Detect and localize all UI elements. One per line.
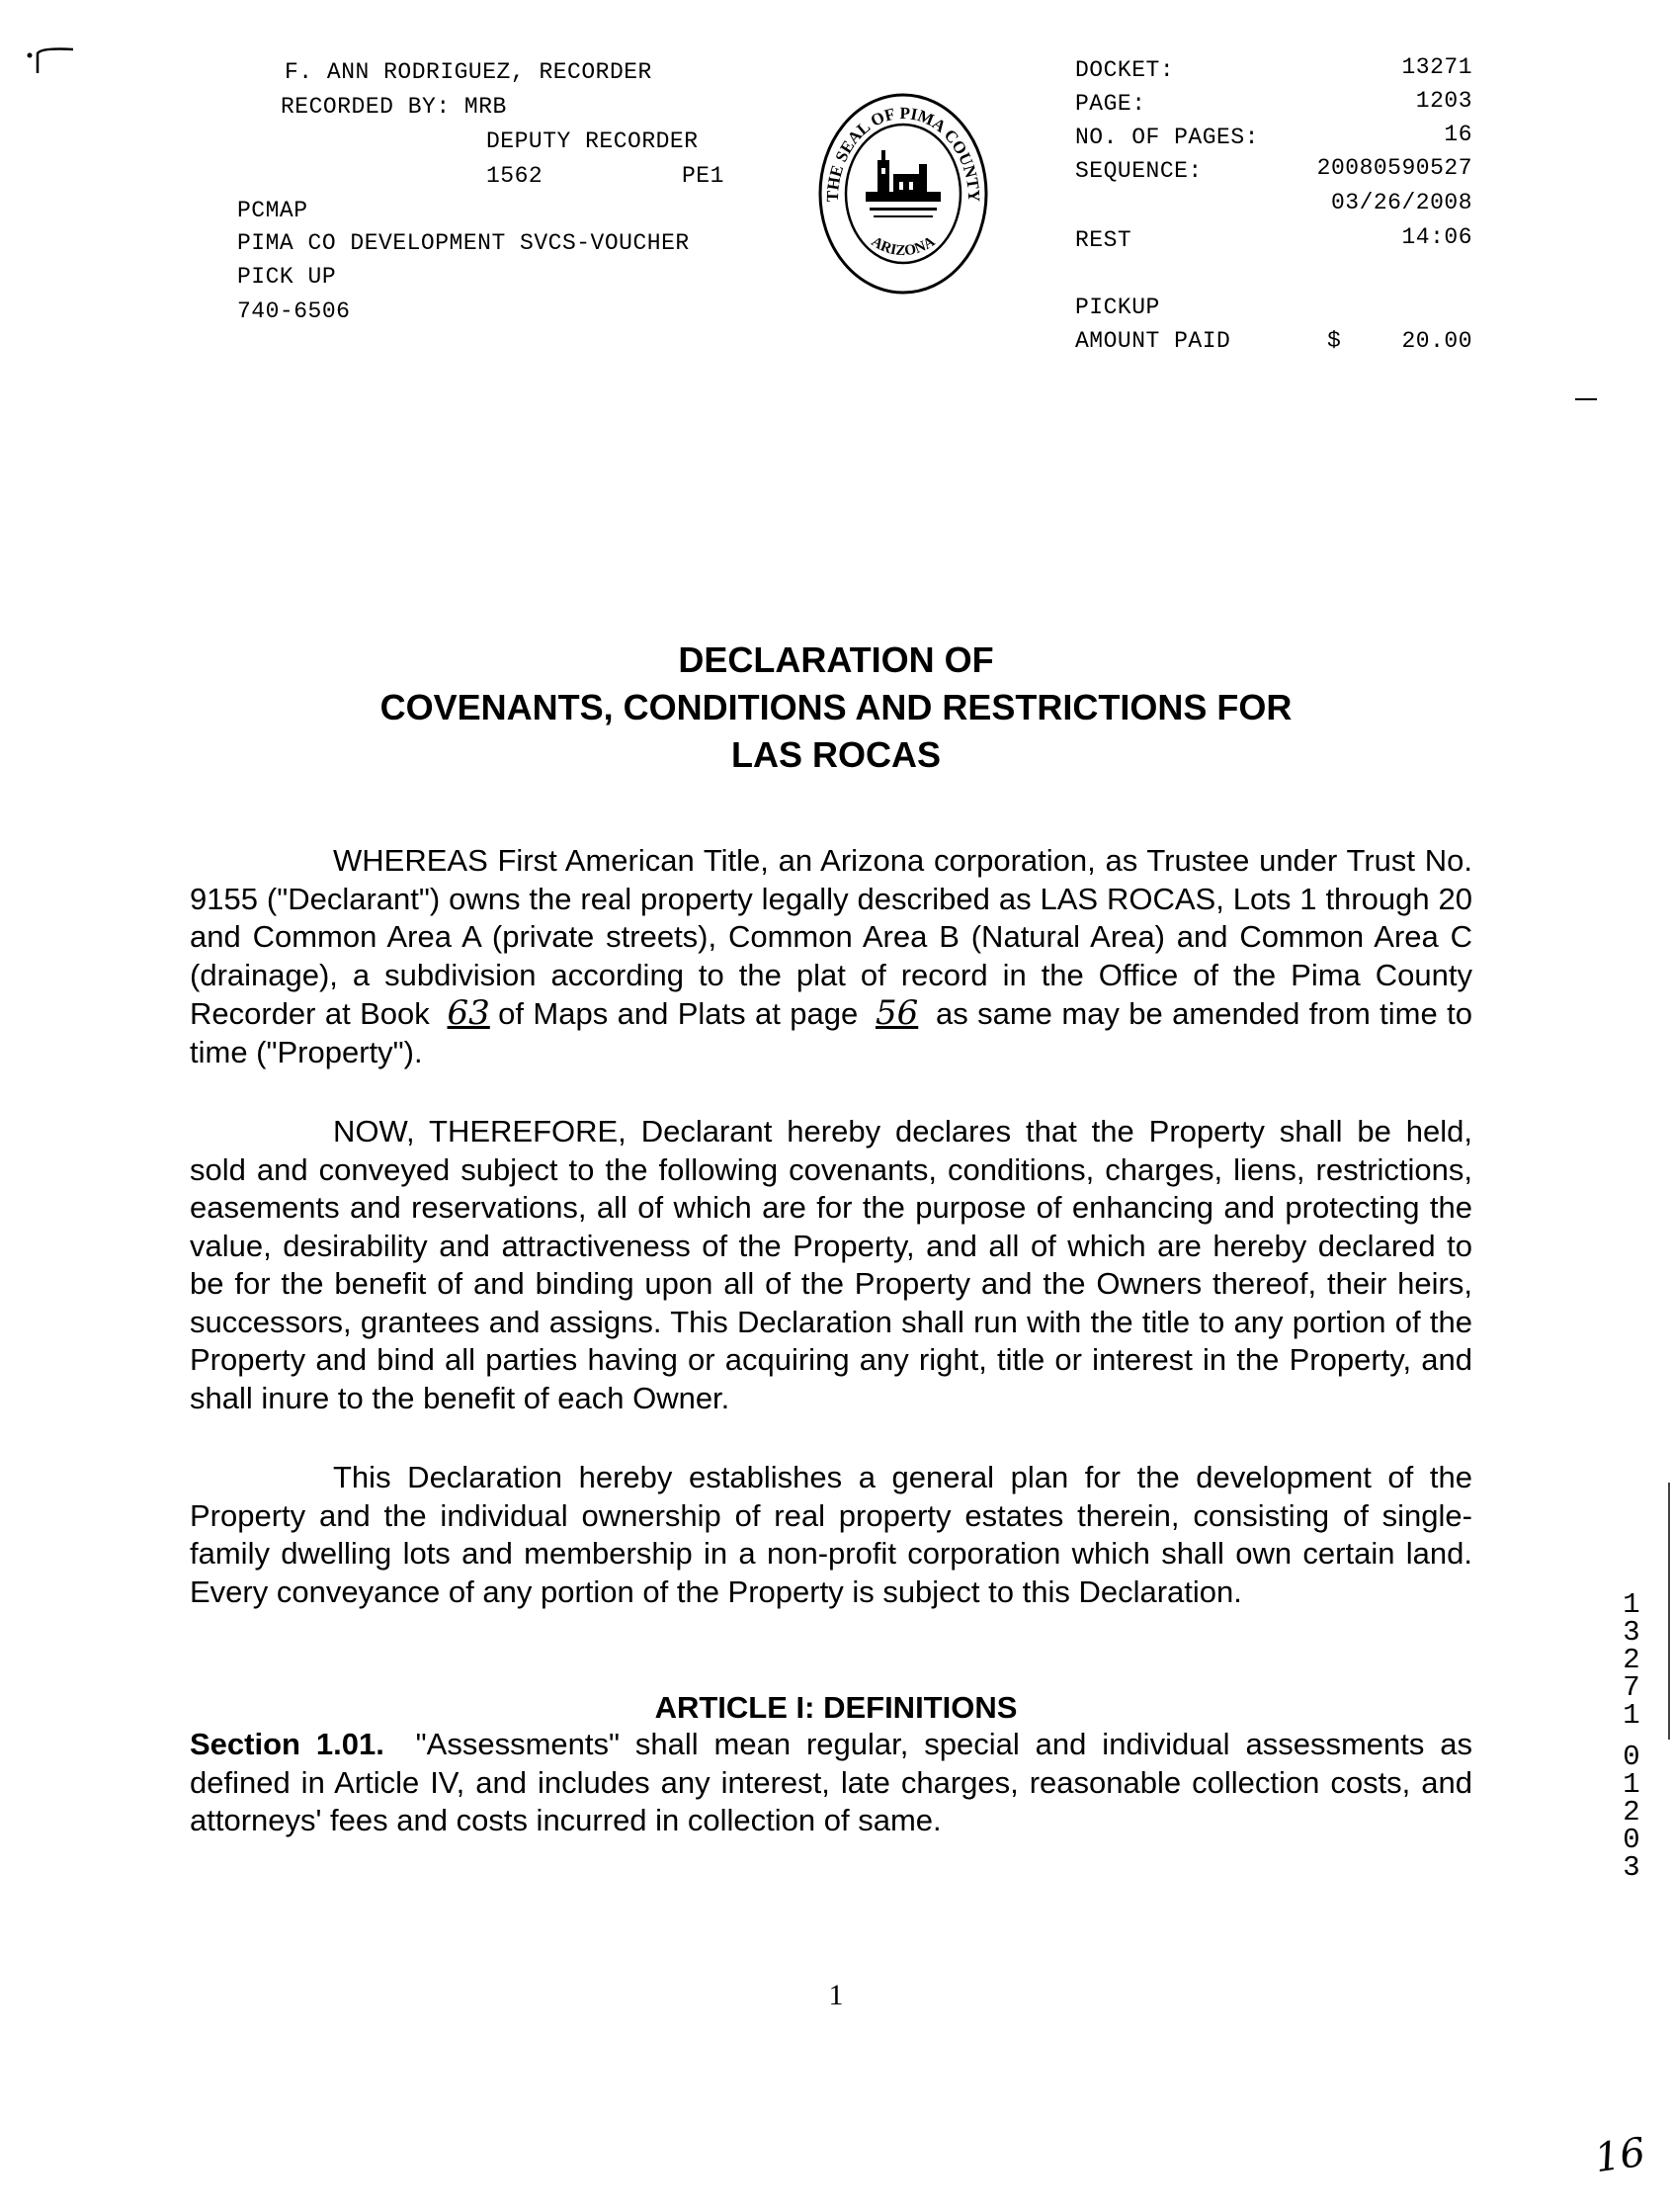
stamp-digit: 2 [1623, 1796, 1640, 1829]
seal-bottom-text: ARIZONA [868, 233, 939, 260]
section-label: Section 1.01. [190, 1727, 384, 1761]
stamp-digit: 1 [1623, 1699, 1640, 1732]
recorder-code-2: PE1 [682, 163, 724, 189]
pima-county-seal-icon [816, 89, 990, 297]
page-value: 1203 [1415, 88, 1472, 114]
deputy-recorder: DEPUTY RECORDER [486, 128, 699, 154]
article-heading: ARTICLE I: DEFINITIONS [654, 1690, 1018, 1725]
record-time: 14:06 [1401, 224, 1472, 250]
pages-value: 16 [1444, 122, 1472, 147]
docket-value: 13271 [1401, 54, 1472, 80]
department: PIMA CO DEVELOPMENT SVCS-VOUCHER [237, 230, 690, 256]
stamp-digit: 1 [1623, 1588, 1640, 1621]
stamp-digit: 3 [1623, 1851, 1640, 1884]
docket-label: DOCKET: [1075, 57, 1175, 83]
handwritten-corner-mark: 16 [1592, 2129, 1648, 2182]
sequence-label: SEQUENCE: [1075, 158, 1203, 184]
general-plan-text: This Declaration hereby establishes a general plan for the development of the Property and the individual ownership of real property estates therein, consisting of single-family dwelling lots and membership in a non-profit corporation which shall own certain land. Every conveyance of any portion of the Property is subject to this Declaration. [190, 1460, 1472, 1609]
recorded-by: RECORDED BY: MRB [281, 94, 507, 120]
whereas-paragraph [190, 842, 1472, 1071]
page-number-handwritten: 56 [875, 993, 919, 1033]
title-line-3: LAS ROCAS [730, 734, 941, 775]
section-1-01 [190, 1726, 1472, 1840]
now-therefore-text: NOW, THEREFORE, Declarant hereby declares that the Property shall be held, sold and conveyed subject to the following covenants, conditions, charges, liens, restrictions, easements and reservations, all of which are for the purpose of enhancing and protecting the value, desirability and attractiveness of the Property, and all of which are hereby declared to be for the benefit of and binding upon all of the Property and the Owners thereof, their heirs, successors, grantees and assigns. This Declaration shall run with the title to any portion of the Property and bind all parties having or acquiring any right, title or interest in the Property, and shall inure to the benefit of each Owner. [190, 1114, 1472, 1415]
amount-value: 20.00 [1401, 328, 1472, 354]
recorder-name: F. ANN RODRIGUEZ, RECORDER [285, 59, 652, 85]
margin-stamp [1617, 1588, 1646, 1884]
stamp-digit: 2 [1623, 1644, 1640, 1676]
stamp-digit: 3 [1623, 1616, 1640, 1649]
stamp-digit: 0 [1623, 1741, 1640, 1773]
title-line-2: COVENANTS, CONDITIONS AND RESTRICTIONS FOR [379, 687, 1293, 727]
corner-mark-icon [24, 43, 83, 83]
whereas-text-c: as same may be amended from time to time ("Property"). [190, 996, 1472, 1069]
pages-label: NO. OF PAGES: [1075, 125, 1259, 150]
book-number-handwritten: 63 [447, 993, 490, 1033]
section-text: "Assessments" shall mean regular, special and individual assessments as defined in Article IV, and includes any interest, late charges, reasonable collection costs, and attorneys' fees and costs incurred in collection of same. [190, 1727, 1473, 1837]
scan-edge-line [1668, 1483, 1670, 1740]
title-line-1: DECLARATION OF [678, 639, 994, 680]
stamp-digit: 0 [1623, 1824, 1640, 1856]
sequence-value: 20080590527 [1316, 155, 1472, 181]
pickup-line: PICK UP [237, 264, 337, 290]
phone-number: 740-6506 [237, 298, 351, 324]
record-date: 03/26/2008 [1330, 190, 1472, 215]
general-plan-paragraph [190, 1459, 1472, 1611]
pickup-label: PICKUP [1075, 295, 1160, 320]
pcmap-label: PCMAP [237, 198, 308, 223]
margin-tick [1575, 398, 1597, 400]
recorder-code-1: 1562 [486, 163, 543, 189]
amount-label: AMOUNT PAID [1075, 328, 1231, 354]
page-number: 1 [828, 1979, 844, 2011]
page-label: PAGE: [1075, 91, 1146, 117]
whereas-text-b: of Maps and Plats at page [498, 996, 868, 1031]
amount-currency: $ [1327, 328, 1342, 354]
whereas-text-a: WHEREAS First American Title, an Arizona corporation, as Trustee under Trust No. 9155 ("Declarant") owns the real property legally described as LAS ROCAS, Lots 1 through 20 and Common Area A (private streets), Common Area B (Natural Area) and Common Area C (drainage), a subdivision according to the plat of record in the Office of the Pima County Recorder at Book [190, 843, 1472, 1031]
rest-label: REST [1075, 227, 1132, 253]
seal-top-text: THE SEAL OF PIMA COUNTY [822, 103, 984, 203]
now-therefore-paragraph [190, 1113, 1472, 1417]
stamp-digit: 7 [1623, 1671, 1640, 1704]
stamp-digit: 1 [1623, 1768, 1640, 1801]
